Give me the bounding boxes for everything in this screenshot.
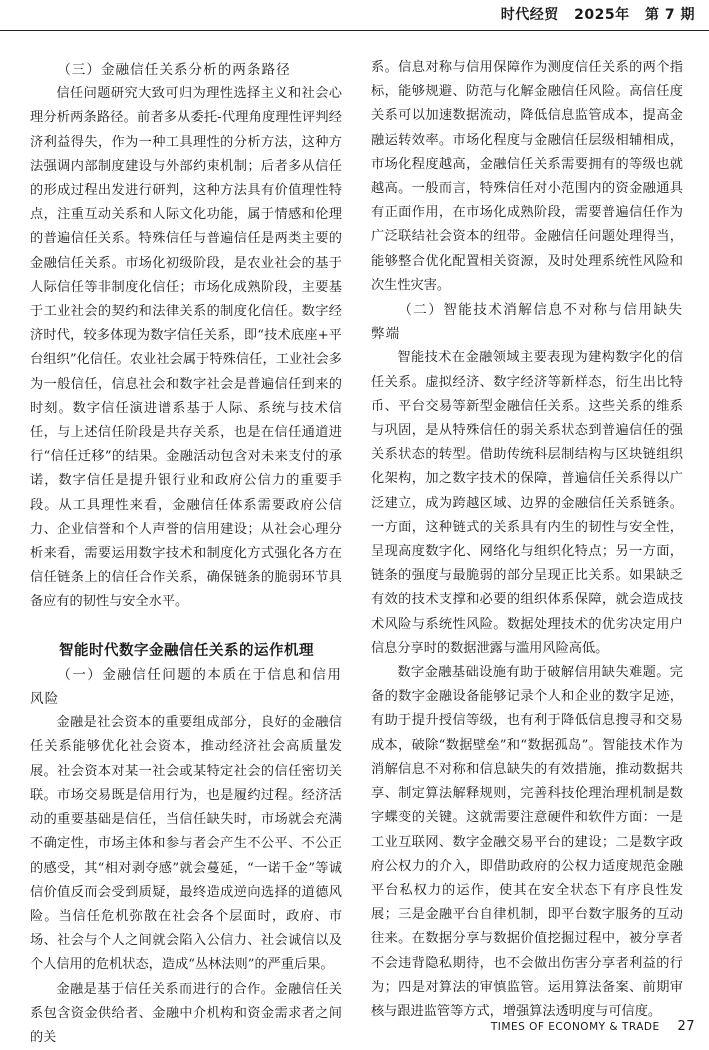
subheading-two-paths: （三）金融信任关系分析的两条路径 <box>57 62 291 78</box>
paragraph-continued: 系。信息对称与信用保障作为测度信任关系的两个指标，能够规避、防范与化解金融信任风险。高信任度关系可以加速数据流动，降低信息监管成本，提高金融运转效率。市场化程度与金融信任层级相辅相成，市场化程度越高，金融信任关系需要拥有的等级也就越高。一般而言，特殊信任对小范围内的资金融通具有正面作用，在市场化成熟阶段，需要普遍信任作为广泛联结社会资本的纽带。金融信任问题处理得当，能够整合优化配置相关资源，及时处理系统性风险和次生性灾害。 <box>371 60 683 293</box>
paragraph-infrastructure: 数字金融基础设施有助于破解信用缺失难题。完备的数字金融设备能够记录个人和企业的数字足迹，有助于提升授信等级，也有利于降低信息搜寻和交易成本，破除“数据壁垒”和“数据孤岛”。智能技术作为消解信息不对称和信息缺失的有效措施，推动数据共享、制定算法解释规则，完善科技伦理治理机制是数字蝶变的关键。这就需要注意硬件和软件方面：一是工业互联网、数字金融交易平台的建设；二是数字政府公权力的介入，即借助政府的公权力适度规范金融平台私权力的运作，使其在安全状态下有序良性发展；三是金融平台自律机制，即平台数字服务的互动往来。在数据分享与数据价值挖掘过程中，被分享者不会违背隐私期待，也不会做出伤害分享者利益的行为；四是对算法的审慎监管。运用算法备案、前期审核与跟进监管等方式，增强算法透明度与可信度。 <box>371 665 683 1019</box>
paragraph-trust-paths: 信任问题研究大致可归为理性选择主义和社会心理分析两条路径。前者多从委托-代理角度理性评判经济利益得失，作为一种工具理性的分析方法，这种方法强调内部制度建设与外部约束机制；后者多从信任的形成过程出发进行研判，这种方法具有价值理性特点，注重互动关系和人际文化功能，属于情感和伦理的普遍信任关系。特殊信任与普遍信任是两类主要的金融信任关系。市场化初级阶段，是农业社会的基于人际信任等非制度化信任；市场化成熟阶段，主要基于工业社会的契约和法律关系的制度化信任。数字经济时代，较多体现为数字信任关系，即“技术底座+平台组织”化信任。农业社会属于特殊信任，工业社会多为一般信任，信息社会和数字社会是普遍信任到来的时刻。数字信任演进谱系基于人际、系统与技术信任，与上述信任阶段是共存关系，也是在信任通道进行“信任迁移”的结果。金融活动包含对未来支付的承诺，数字信任是提升银行业和政府公信力的重要手段。从工具理性来看，金融信任体系需要政府公信力、企业信誉和个人声誉的信用建设；从社会心理分析来看，需要运用数字技术和制度化方式强化各方在信任链条上的信任合作关系，确保链条的脆弱环节具备应有的韧性与安全水平。 <box>30 86 342 610</box>
journal-year: 2025年 <box>574 7 630 23</box>
paragraph-finance-cooperation: 金融是基于信任关系而进行的合作。金融信任关系包含资金供给者、金融中介机构和资金需求者之间的关 <box>30 981 342 1045</box>
left-column <box>30 58 342 1050</box>
journal-issue: 第 7 期 <box>645 7 695 23</box>
subheading-intelligent-tech: （二）智能技术消解信息不对称与信用缺失弊端 <box>371 302 683 343</box>
right-column <box>371 56 683 1024</box>
footer-journal-label: TIMES OF ECONOMY & TRADE <box>490 1021 660 1033</box>
running-head <box>491 4 695 24</box>
page-number: 27 <box>677 1019 695 1034</box>
section-heading: 智能时代数字金融信任关系的运作机理 <box>59 642 314 659</box>
subheading-info-credit-risk: （一）金融信任问题的本质在于信息和信用风险 <box>30 666 342 708</box>
paragraph-finance-social-capital: 金融是社会资本的重要组成部分，良好的金融信任关系能够优化社会资本，推动经济社会高质量发展。社会资本对某一社会或某特定社会的信任密切关联。市场交易既是信用行为，也是履约过程。经济活动的重要基础是信任，当信任缺失时，市场就会充满不确定性，市场主体和参与者会产生不公平、不公正的感受，其“相对剥夺感”就会蔓延，“一诺千金”等诚信价值反而会受到质疑，最终造成逆向选择的道德风险。当信任危机弥散在社会各个层面时，政府、市场、社会与个人之间就会陷入公信力、社会诚信以及个人信用的危机状态，造成“丛林法则”的严重后果。 <box>30 715 342 973</box>
page-footer <box>491 1019 695 1034</box>
journal-name: 时代经贸 <box>500 7 559 23</box>
page-header <box>0 0 709 31</box>
paragraph-digital-trust: 智能技术在金融领域主要表现为建构数字化的信任关系。虚拟经济、数字经济等新样态，衍生出比特币、平台交易等新型金融信任关系。这些关系的维系与巩固，是从特殊信任的弱关系状态到普遍信任的强关系状态的转型。借助传统科层制结构与区块链组织化架构，加之数字技术的保障，普遍信任关系得以广泛建立，成为跨越区域、边界的金融信任关系链条。一方面，这种链式的关系具有内生的韧性与安全性，呈现高度数字化、网络化与组织化特点；另一方面，链条的强度与最脆弱的部分呈现正比关系。如果缺乏有效的技术支撑和必要的组织体系保障，就会造成技术风险与系统性风险。数据处理技术的优劣决定用户信息分享时的数据泄露与滥用风险高低。 <box>371 350 683 656</box>
